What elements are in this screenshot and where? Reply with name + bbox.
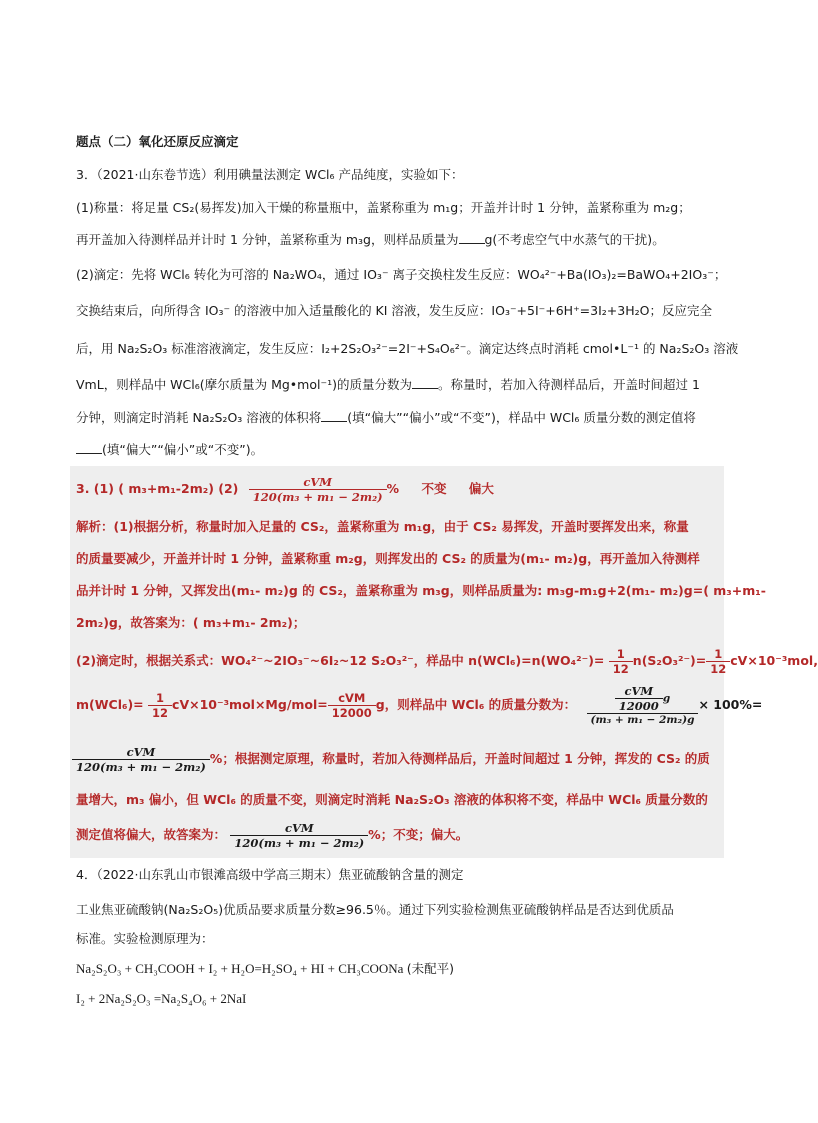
explanation-line6-percent: × 100%= (698, 697, 763, 712)
answer-larger: 偏大 (468, 481, 494, 496)
answer-fraction (230, 821, 368, 850)
q3-p2-line5-tail: (填“偏大”“偏小”或“不变”)，样品中 WCl₆ 质量分数的测定值将 (347, 410, 696, 425)
answer-blank (321, 409, 347, 422)
q3-p2-line6-text: (填“偏大”“偏小”或“不变”)。 (102, 442, 264, 457)
explanation-line1: 解析：(1)根据分析，称量时加入足量的 CS₂，盖紧称重为 m₁g，由于 CS₂ 易挥发，开盖时要挥发出来，称量 (76, 519, 689, 534)
answer-blank (412, 376, 438, 389)
q4-equation1-text: Na₂S₂O₃ + CH₃COOH + I₂ + H₂O=H₂SO₄ + HI + CH₃COONa (76, 961, 404, 976)
q3-p2-line4-tail: 。称量时，若加入待测样品后，开盖时间超过 1 (437, 377, 700, 392)
q4-equation1 (76, 960, 454, 978)
answer-fraction-den: 120(m₃ + m₁ − 2m₂) (252, 490, 383, 504)
fraction-den: 12 (612, 662, 629, 676)
q3-p2-line5 (76, 409, 696, 427)
explanation-line7-text: %；根据测定原理，称量时，若加入待测样品后，开盖时间超过 1 分钟，挥发的 CS₂ 的质 (209, 751, 710, 766)
numerator-unit: g (662, 692, 671, 705)
one-twelfth-fraction (609, 647, 633, 676)
explanation-line4: 2m₂)g，故答案为：( m₃+m₁- 2m₂)； (76, 615, 306, 630)
cvm-over-12000-fraction (328, 691, 376, 720)
answer-unchanged: 不变 (421, 481, 447, 496)
q4-equation1-note: (未配平) (406, 961, 454, 976)
mass-fraction-expression (587, 684, 699, 727)
explanation-line6-text: m(WCl₆)= (76, 697, 144, 712)
q3-p1-line1: (1)称量：将足量 CS₂(易挥发)加入干燥的称量瓶中，盖紧称重为 m₁g；开盖并计时 1 分钟，盖紧称重为 m₂g； (76, 200, 691, 215)
explanation-line8: 量增大，m₃ 偏小，但 WCl₆ 的质量不变，则滴定时消耗 Na₂S₂O₃ 溶液的体积将不变，样品中 WCl₆ 质量分数的 (76, 792, 708, 807)
q3-p1-line2-text: 再开盖加入待测样品并计时 1 分钟，盖紧称重为 m₃g，则样品质量为 (76, 232, 459, 247)
one-twelfth-fraction (148, 691, 172, 720)
answer-fraction-num: cVM (249, 475, 387, 490)
q3-header: 3．（2021·山东卷节选）利用碘量法测定 WCl₆ 产品纯度，实验如下： (76, 167, 464, 182)
q3-p1-line2-tail: g(不考虑空气中水蒸气的干扰)。 (484, 232, 665, 247)
q3-p2-line4 (76, 376, 700, 394)
explanation-line6 (76, 684, 762, 727)
q3-p2-line2: 交换结束后，向所得含 IO₃⁻ 的溶液中加入适量酸化的 KI 溶液，发生反应：IO₃⁻+5I⁻+6H⁺=3I₂+3H₂O；反应完全 (76, 303, 712, 318)
fraction-den: 12 (152, 706, 169, 720)
q3-p1-line2 (76, 231, 665, 249)
answer-fraction (249, 475, 387, 504)
answer-fraction-num: cVM (230, 821, 368, 836)
explanation-line9 (76, 819, 468, 851)
explanation-line9-text: 测定值将偏大，故答案为： (76, 827, 227, 842)
mass-fraction-numerator (587, 684, 699, 714)
q3-p2-line3: 后，用 Na₂S₂O₃ 标准溶液滴定，发生反应：I₂+2S₂O₃²⁻=2I⁻+S₄O₆²⁻。滴定达终点时消耗 cmol•L⁻¹ 的 Na₂S₂O₃ 溶液 (76, 341, 739, 356)
explanation-line6-tail: g，则样品中 WCl₆ 的质量分数为： (375, 697, 577, 712)
explanation-line7 (76, 743, 710, 775)
fraction-num: cVM (328, 691, 376, 706)
answer-percent: % (386, 481, 400, 496)
answer-line (76, 475, 494, 504)
q3-p2-line1: (2)滴定：先将 WCl₆ 转化为可溶的 Na₂WO₄，通过 IO₃⁻ 离子交换柱发生反应：WO₄²⁻+Ba(IO₃)₂=BaWO₄+2IO₃⁻； (76, 267, 727, 282)
fraction-num: 1 (609, 647, 633, 662)
one-twelfth-fraction (706, 647, 730, 676)
explanation-line5-tail: cV×10⁻³mol, (730, 653, 818, 668)
q4-line1: 工业焦亚硫酸钠(Na₂S₂O₅)优质品要求质量分数≥96.5％。通过下列实验检测焦亚硫酸钠样品是否达到优质品 (76, 902, 674, 917)
explanation-line5-mid: n(S₂O₃²⁻)= (632, 653, 707, 668)
fraction-den: 12 (710, 662, 727, 676)
explanation-line2: 的质量要减少，开盖并计时 1 分钟，盖紧称重 m₂g，则挥发出的 CS₂ 的质量为(m₁- m₂)g，再开盖加入待测样 (76, 551, 700, 566)
explanation-line5-text: (2)滴定时，根据关系式：WO₄²⁻~2IO₃⁻~6I₂~12 S₂O₃²⁻，样品中 n(WCl₆)=n(WO₄²⁻)= (76, 653, 605, 668)
answer-fraction (72, 745, 210, 774)
q3-p2-line6 (76, 441, 263, 459)
section-title: 题点（二）氧化还原反应滴定 (76, 134, 239, 149)
answer-part1: 3. (1) ( m₃+m₁-2m₂) (2) (76, 481, 239, 496)
explanation-line5 (76, 647, 818, 676)
fraction-num: 1 (148, 691, 172, 706)
answer-blank (76, 441, 102, 454)
answer-blank (459, 231, 485, 244)
nested-fraction (615, 684, 663, 713)
answer-fraction-num: cVM (72, 745, 210, 760)
explanation-line3: 品并计时 1 分钟，又挥发出(m₁- m₂)g 的 CS₂，盖紧称重为 m₃g，则样品质量为: m₃g-m₁g+2(m₁- m₂)g=( m₃+m₁- (76, 583, 766, 598)
q4-line2: 标准。实验检测原理为： (76, 931, 214, 946)
explanation-line6-mid: cV×10⁻³mol×Mg/mol= (172, 697, 328, 712)
fraction-den: 12000 (331, 706, 372, 720)
answer-fraction-den: 120(m₃ + m₁ − 2m₂) (234, 836, 365, 850)
explanation-line9-tail: %；不变；偏大。 (368, 827, 469, 842)
answer-fraction-den: 120(m₃ + m₁ − 2m₂) (76, 760, 206, 774)
q4-equation2: I₂ + 2Na₂S₂O₃ =Na₂S₄O₆ + 2NaI (76, 991, 247, 1006)
q3-p2-line4-text: VmL，则样品中 WCl₆(摩尔质量为 Mg•mol⁻¹)的质量分数为 (76, 377, 412, 392)
fraction-num: cVM (615, 684, 663, 699)
fraction-num: 1 (706, 647, 730, 662)
mass-fraction-denominator: (m₃ + m₁ − 2m₂)g (590, 714, 695, 726)
fraction-den: 12000 (618, 699, 659, 713)
q3-p2-line5-text: 分钟，则滴定时消耗 Na₂S₂O₃ 溶液的体积将 (76, 410, 322, 425)
q4-header: 4．（2022·山东乳山市银滩高级中学高三期末）焦亚硫酸钠含量的测定 (76, 867, 464, 882)
